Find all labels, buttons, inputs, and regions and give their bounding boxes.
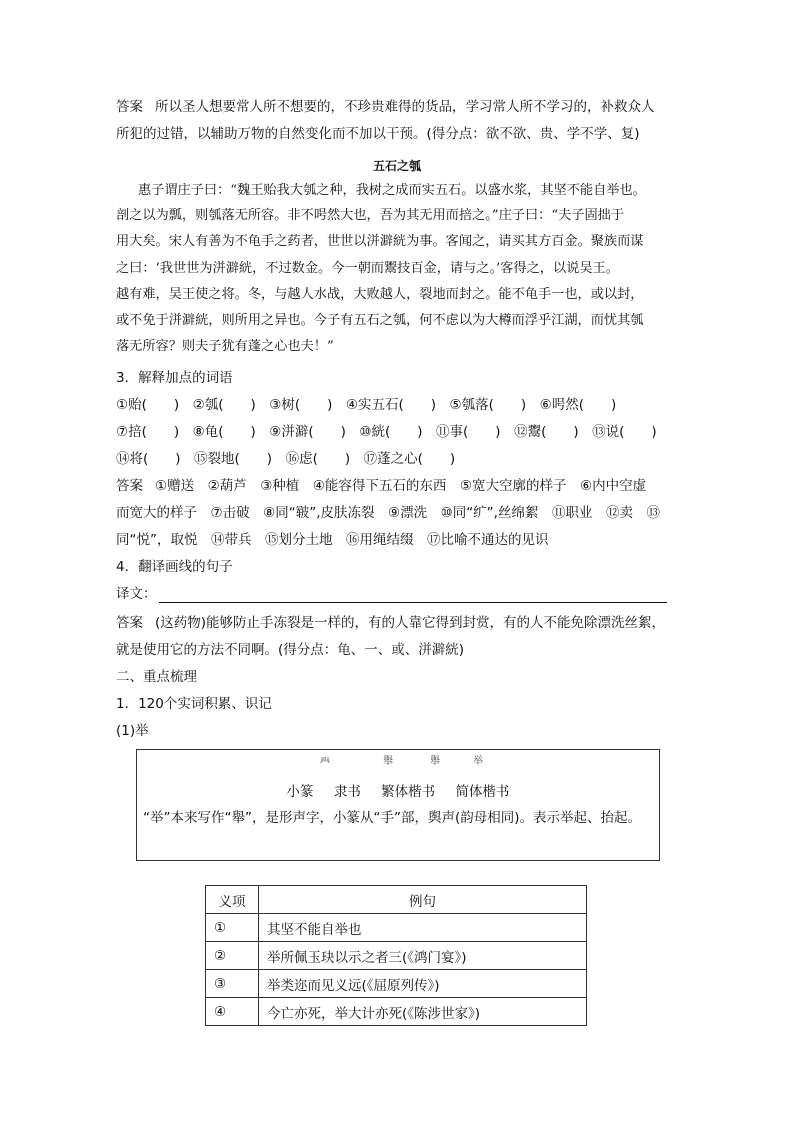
form-clerical: 隶书 xyxy=(333,784,361,800)
row-index: ② xyxy=(206,942,259,970)
header-meaning: 义项 xyxy=(206,886,259,914)
row-index: ④ xyxy=(206,998,259,1026)
question-3-answer-3: 同“悦”，取悦 ⑭带兵 ⑮划分土地 ⑯用绳结缀 ⑰比喻不通达的见识 xyxy=(116,532,549,548)
glyph-evolution-box xyxy=(136,749,660,861)
translation-row xyxy=(116,585,682,603)
glyph-simplified: 举 xyxy=(473,756,483,767)
passage-line-1: 惠子谓庄子曰：“魏王贻我大瓠之种，我树之成而实五石。以盛水浆，其坚不能自举也。 xyxy=(138,183,646,198)
answer-1-line-1: 答案 所以圣人想要常人所不想要的，不珍贵难得的货品，学习常人所不学习的，补救众人 xyxy=(116,99,655,115)
question-3-title: 3．解释加点的词语 xyxy=(116,370,233,386)
passage-title: 五石之瓠 xyxy=(372,159,421,173)
question-4-title: 4．翻译画线的句子 xyxy=(116,559,233,575)
form-simplified: 简体楷书 xyxy=(455,784,510,800)
answer-label: 答案 xyxy=(116,99,143,115)
form-traditional: 繁体楷书 xyxy=(381,784,436,800)
script-forms xyxy=(137,780,659,800)
row-example: 其坚不能自举也 xyxy=(259,914,587,942)
section-2-title: 二、重点梳理 xyxy=(116,669,197,685)
question-3-answer-2: 而宽大的样子 ⑦击破 ⑧同“皲”,皮肤冻裂 ⑨漂洗 ⑩同“纩”,丝绵絮 ⑪职业 ⑫卖 ⑬ xyxy=(116,505,660,521)
passage-line-4: 之曰：‘我世世为洴澼絖，不过数金。今一朝而鬻技百金，请与之。’客得之，以说吴王。 xyxy=(116,261,619,276)
question-4-answer-1: 答案 (这药物)能够防止手冻裂是一样的，有的人靠它得到封赏，有的人不能免除漂洗丝絮， xyxy=(116,615,666,631)
row-example: 举类迩而见义远(《屈原列传》) xyxy=(259,970,587,998)
row-index: ③ xyxy=(206,970,259,998)
translation-blank[interactable] xyxy=(159,588,667,603)
table-row xyxy=(206,942,587,970)
meaning-table xyxy=(205,885,587,1026)
section-2-subtitle: 1．120个实词积累、识记 xyxy=(116,696,272,712)
glyph-clerical: 舉 xyxy=(383,756,393,767)
passage-line-5: 越有难，吴王使之将。冬，与越人水战，大败越人，裂地而封之。能不龟手一也，或以封， xyxy=(116,287,644,302)
answer-label: 答案 xyxy=(116,615,143,631)
glyph-traditional: 舉 xyxy=(430,756,440,767)
table-row xyxy=(206,914,587,942)
passage-line-7: 落无所容？则夫子犹有蓬之心也夫！” xyxy=(116,339,334,354)
translation-label: 译文： xyxy=(116,586,157,602)
question-3-items-1: ①贻( ) ②瓠( ) ③树( ) ④实五石( ) ⑤瓠落( ) ⑥呺然( ) xyxy=(116,397,617,413)
answer-label: 答案 xyxy=(116,478,143,494)
glyph-seal: 𦥯 xyxy=(320,756,330,767)
glyph-description: “举”本来写作“舉”，是形声字，小篆从“手”部，舆声(韵母相同)。表示举起、抬起。 xyxy=(143,810,641,826)
row-example: 举所佩玉玦以示之者三(《鸿门宴》) xyxy=(259,942,587,970)
header-example: 例句 xyxy=(259,886,587,914)
table-row xyxy=(206,998,587,1026)
form-seal: 小篆 xyxy=(286,784,314,800)
section-2-item: (1)举 xyxy=(116,723,149,739)
row-index: ① xyxy=(206,914,259,942)
row-example: 今亡亦死，举大计亦死(《陈涉世家》) xyxy=(259,998,587,1026)
passage-line-6: 或不免于洴澼絖，则所用之异也。今子有五石之瓠，何不虑以为大樽而浮乎江湖，而忧其瓠 xyxy=(116,313,644,328)
question-3-answer-1: 答案 ①赠送 ②葫芦 ③种植 ④能容得下五石的东西 ⑤宽大空廓的样子 ⑥内中空虚 xyxy=(116,478,647,494)
passage-line-3: 用大矣。宋人有善为不龟手之药者，世世以洴澼絖为事。客闻之，请买其方百金。聚族而谋 xyxy=(116,234,644,249)
question-3-items-3: ⑭将( ) ⑮裂地( ) ⑯虑( ) ⑰蓬之心( ) xyxy=(116,451,456,467)
question-3-items-2: ⑦掊( ) ⑧龟( ) ⑨洴澼( ) ⑩絖( ) ⑪事( ) ⑫鬻( ) ⑬说( ) xyxy=(116,424,657,440)
passage-line-2: 剖之以为瓢，则瓠落无所容。非不呺然大也，吾为其无用而掊之。”庄子曰：“夫子固拙于 xyxy=(116,208,625,223)
question-4-answer-2: 就是使用它的方法不同啊。(得分点：龟、一、或、洴澼絖) xyxy=(116,642,465,658)
answer-1-line-2: 所犯的过错，以辅助万物的自然变化而不加以干预。(得分点：欲不欲、贵、学不学、复) xyxy=(116,126,640,142)
table-row xyxy=(206,970,587,998)
table-header-row xyxy=(206,886,587,914)
glyph-row xyxy=(137,752,659,766)
